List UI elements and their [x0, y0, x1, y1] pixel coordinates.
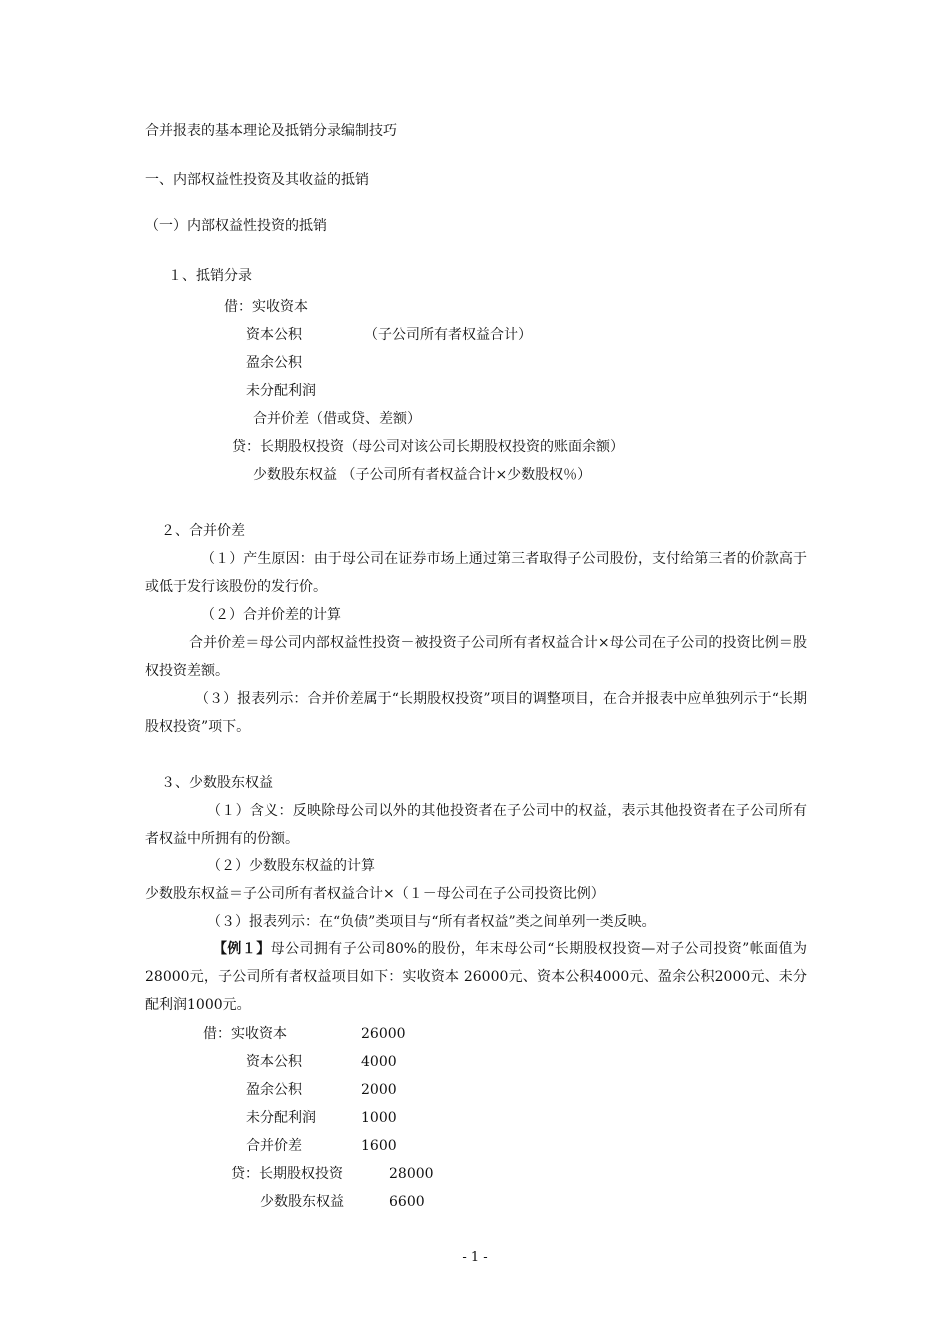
entry-minority-amount: 6600 [389, 1194, 425, 1210]
entry-retained-earnings-amount: 1000 [361, 1110, 397, 1126]
entry-surplus-reserve: 盈余公积 [246, 1082, 302, 1098]
entry-debit: 借：实收资本 [203, 1026, 287, 1042]
s1-surplus-reserve: 盈余公积 [246, 355, 302, 371]
s1-retained-earnings: 未分配利润 [246, 383, 316, 399]
entry-surplus-reserve-amount: 2000 [361, 1082, 397, 1098]
s2-p2: （２）合并价差的计算 [201, 607, 341, 623]
entry-minority: 少数股东权益 [260, 1194, 344, 1210]
s1-capital-reserve-note: （子公司所有者权益合计） [364, 327, 532, 343]
s2-title: ２、合并价差 [161, 523, 245, 539]
s1-minority: 少数股东权益 （子公司所有者权益合计×少数股权％） [253, 467, 592, 483]
heading-2: （一）内部权益性投资的抵销 [145, 218, 327, 234]
entry-merger-diff: 合并价差 [246, 1138, 302, 1154]
s3-p1: （１）含义：反映除母公司以外的其他投资者在子公司中的权益，表示其他投资者在子公司所有者权益中所拥有的份额。 [145, 803, 807, 847]
s1-capital-reserve: 资本公积 [246, 327, 302, 343]
s2-p1: （１）产生原因：由于母公司在证券市场上通过第三者取得子公司股份，支付给第三者的价款高于或低于发行该股份的发行价。 [145, 551, 807, 595]
entry-capital-reserve-amount: 4000 [361, 1054, 397, 1070]
example-tag: 【例１】 [213, 941, 271, 957]
s2-p4: （３）报表列示：合并价差属于“长期股权投资”项目的调整项目，在合并报表中应单独列示于“长期股权投资”项下。 [145, 691, 807, 735]
entry-merger-diff-amount: 1600 [361, 1138, 397, 1154]
entry-capital-reserve: 资本公积 [246, 1054, 302, 1070]
s1-debit: 借：实收资本 [224, 299, 308, 315]
s1-credit: 贷：长期股权投资（母公司对该公司长期股权投资的账面余额） [232, 439, 624, 455]
s2-p3: 合并价差＝母公司内部权益性投资－被投资子公司所有者权益合计×母公司在子公司的投资比例＝股权投资差额。 [145, 635, 807, 679]
s1-title: １、抵销分录 [168, 268, 252, 284]
doc-title: 合并报表的基本理论及抵销分录编制技巧 [145, 123, 397, 139]
page-number: - 1 - [462, 1250, 488, 1265]
s1-merger-diff: 合并价差（借或贷、差额） [253, 411, 421, 427]
entry-credit-amount: 28000 [389, 1166, 434, 1182]
entry-credit: 贷：长期股权投资 [231, 1166, 343, 1182]
s3-p3: 少数股东权益＝子公司所有者权益合计×（１－母公司在子公司投资比例） [145, 886, 605, 902]
s3-title: ３、少数股东权益 [161, 775, 273, 791]
entry-retained-earnings: 未分配利润 [246, 1110, 316, 1126]
heading-1: 一、内部权益性投资及其收益的抵销 [145, 172, 369, 188]
s3-p2: （２）少数股东权益的计算 [207, 858, 375, 874]
s3-p4: （３）报表列示：在“负债”类项目与“所有者权益”类之间单列一类反映。 [207, 914, 656, 930]
example-1 [145, 935, 807, 1019]
example-text: 母公司拥有子公司80%的股份，年末母公司“长期股权投资—对子公司投资”帐面值为28000元，子公司所有者权益项目如下：实收资本 26000元、资本公积4000元、盈余公积2000元、未分配利润1000元。 [145, 941, 807, 1013]
entry-debit-amount: 26000 [361, 1026, 406, 1042]
